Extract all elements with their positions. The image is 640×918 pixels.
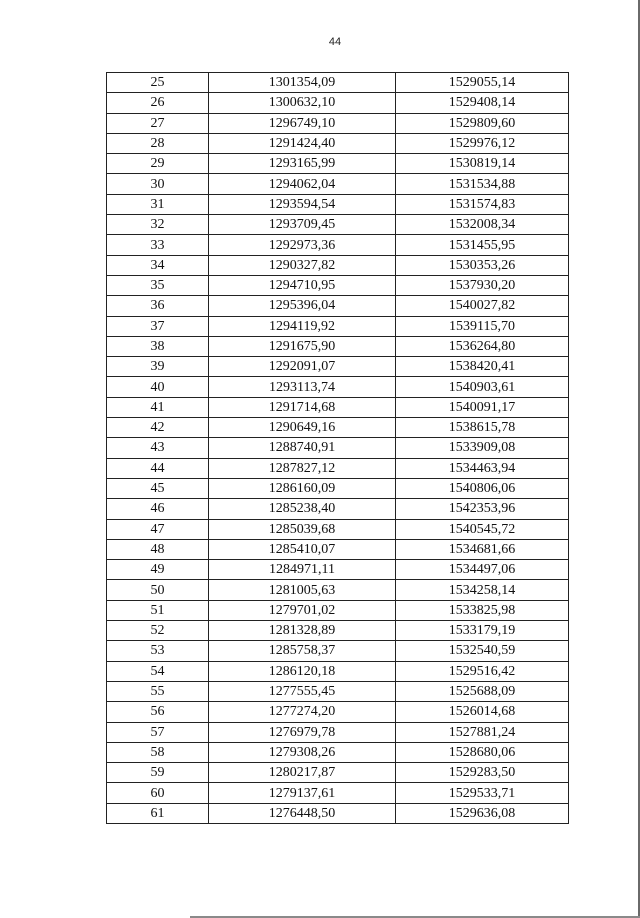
table-row: [107, 194, 569, 214]
x-coordinate-cell: 1284971,11: [209, 560, 396, 580]
x-coordinate-cell: 1276979,78: [209, 722, 396, 742]
x-coordinate-cell: 1292973,36: [209, 235, 396, 255]
point-number-cell: 40: [107, 377, 209, 397]
y-coordinate-cell: 1525688,09: [396, 681, 569, 701]
x-coordinate-cell: 1281005,63: [209, 580, 396, 600]
point-number-cell: 38: [107, 336, 209, 356]
coordinates-table: [106, 72, 569, 824]
table-row: [107, 742, 569, 762]
point-number-cell: 53: [107, 641, 209, 661]
y-coordinate-cell: 1533909,08: [396, 438, 569, 458]
point-number-cell: 25: [107, 73, 209, 93]
x-coordinate-cell: 1279308,26: [209, 742, 396, 762]
point-number-cell: 52: [107, 621, 209, 641]
x-coordinate-cell: 1287827,12: [209, 458, 396, 478]
x-coordinate-cell: 1285238,40: [209, 499, 396, 519]
y-coordinate-cell: 1529636,08: [396, 803, 569, 823]
x-coordinate-cell: 1293113,74: [209, 377, 396, 397]
x-coordinate-cell: 1291714,68: [209, 397, 396, 417]
y-coordinate-cell: 1539115,70: [396, 316, 569, 336]
y-coordinate-cell: 1532540,59: [396, 641, 569, 661]
point-number-cell: 57: [107, 722, 209, 742]
table-row: [107, 357, 569, 377]
y-coordinate-cell: 1527881,24: [396, 722, 569, 742]
point-number-cell: 43: [107, 438, 209, 458]
y-coordinate-cell: 1542353,96: [396, 499, 569, 519]
table-row: [107, 478, 569, 498]
point-number-cell: 45: [107, 478, 209, 498]
x-coordinate-cell: 1279701,02: [209, 600, 396, 620]
point-number-cell: 35: [107, 275, 209, 295]
table-row: [107, 255, 569, 275]
point-number-cell: 27: [107, 113, 209, 133]
x-coordinate-cell: 1280217,87: [209, 763, 396, 783]
point-number-cell: 47: [107, 519, 209, 539]
table-row: [107, 641, 569, 661]
table-row: [107, 438, 569, 458]
point-number-cell: 26: [107, 93, 209, 113]
point-number-cell: 32: [107, 215, 209, 235]
point-number-cell: 58: [107, 742, 209, 762]
table-row: [107, 377, 569, 397]
table-row: [107, 113, 569, 133]
point-number-cell: 39: [107, 357, 209, 377]
x-coordinate-cell: 1300632,10: [209, 93, 396, 113]
x-coordinate-cell: 1301354,09: [209, 73, 396, 93]
x-coordinate-cell: 1277555,45: [209, 681, 396, 701]
point-number-cell: 48: [107, 539, 209, 559]
point-number-cell: 30: [107, 174, 209, 194]
y-coordinate-cell: 1533825,98: [396, 600, 569, 620]
table-row: [107, 174, 569, 194]
y-coordinate-cell: 1536264,80: [396, 336, 569, 356]
x-coordinate-cell: 1290649,16: [209, 418, 396, 438]
table-row: [107, 397, 569, 417]
y-coordinate-cell: 1529055,14: [396, 73, 569, 93]
table-row: [107, 661, 569, 681]
point-number-cell: 31: [107, 194, 209, 214]
table-row: [107, 275, 569, 295]
point-number-cell: 59: [107, 763, 209, 783]
point-number-cell: 44: [107, 458, 209, 478]
y-coordinate-cell: 1534258,14: [396, 580, 569, 600]
point-number-cell: 37: [107, 316, 209, 336]
point-number-cell: 54: [107, 661, 209, 681]
page-number: 44: [328, 36, 342, 48]
x-coordinate-cell: 1294119,92: [209, 316, 396, 336]
x-coordinate-cell: 1292091,07: [209, 357, 396, 377]
x-coordinate-cell: 1286120,18: [209, 661, 396, 681]
x-coordinate-cell: 1291675,90: [209, 336, 396, 356]
y-coordinate-cell: 1531455,95: [396, 235, 569, 255]
table-row: [107, 316, 569, 336]
x-coordinate-cell: 1276448,50: [209, 803, 396, 823]
y-coordinate-cell: 1540903,61: [396, 377, 569, 397]
table-row: [107, 702, 569, 722]
coordinates-table-body: [107, 73, 569, 824]
point-number-cell: 49: [107, 560, 209, 580]
table-row: [107, 418, 569, 438]
table-row: [107, 235, 569, 255]
y-coordinate-cell: 1540806,06: [396, 478, 569, 498]
x-coordinate-cell: 1285410,07: [209, 539, 396, 559]
y-coordinate-cell: 1529809,60: [396, 113, 569, 133]
point-number-cell: 55: [107, 681, 209, 701]
table-row: [107, 621, 569, 641]
table-row: [107, 783, 569, 803]
point-number-cell: 56: [107, 702, 209, 722]
y-coordinate-cell: 1529533,71: [396, 783, 569, 803]
y-coordinate-cell: 1537930,20: [396, 275, 569, 295]
y-coordinate-cell: 1531574,83: [396, 194, 569, 214]
y-coordinate-cell: 1533179,19: [396, 621, 569, 641]
x-coordinate-cell: 1295396,04: [209, 296, 396, 316]
x-coordinate-cell: 1293709,45: [209, 215, 396, 235]
y-coordinate-cell: 1529408,14: [396, 93, 569, 113]
table-row: [107, 519, 569, 539]
x-coordinate-cell: 1294062,04: [209, 174, 396, 194]
y-coordinate-cell: 1534497,06: [396, 560, 569, 580]
y-coordinate-cell: 1529516,42: [396, 661, 569, 681]
table-row: [107, 296, 569, 316]
point-number-cell: 28: [107, 133, 209, 153]
x-coordinate-cell: 1293594,54: [209, 194, 396, 214]
point-number-cell: 51: [107, 600, 209, 620]
point-number-cell: 34: [107, 255, 209, 275]
table-row: [107, 93, 569, 113]
table-row: [107, 154, 569, 174]
y-coordinate-cell: 1532008,34: [396, 215, 569, 235]
table-row: [107, 600, 569, 620]
x-coordinate-cell: 1281328,89: [209, 621, 396, 641]
y-coordinate-cell: 1534463,94: [396, 458, 569, 478]
y-coordinate-cell: 1538420,41: [396, 357, 569, 377]
x-coordinate-cell: 1285758,37: [209, 641, 396, 661]
y-coordinate-cell: 1538615,78: [396, 418, 569, 438]
y-coordinate-cell: 1529283,50: [396, 763, 569, 783]
table-row: [107, 133, 569, 153]
point-number-cell: 42: [107, 418, 209, 438]
y-coordinate-cell: 1540545,72: [396, 519, 569, 539]
x-coordinate-cell: 1286160,09: [209, 478, 396, 498]
point-number-cell: 29: [107, 154, 209, 174]
y-coordinate-cell: 1534681,66: [396, 539, 569, 559]
table-row: [107, 560, 569, 580]
x-coordinate-cell: 1290327,82: [209, 255, 396, 275]
y-coordinate-cell: 1530353,26: [396, 255, 569, 275]
x-coordinate-cell: 1285039,68: [209, 519, 396, 539]
x-coordinate-cell: 1293165,99: [209, 154, 396, 174]
point-number-cell: 50: [107, 580, 209, 600]
y-coordinate-cell: 1526014,68: [396, 702, 569, 722]
table-row: [107, 499, 569, 519]
y-coordinate-cell: 1540027,82: [396, 296, 569, 316]
point-number-cell: 61: [107, 803, 209, 823]
table-row: [107, 681, 569, 701]
x-coordinate-cell: 1277274,20: [209, 702, 396, 722]
table-row: [107, 803, 569, 823]
y-coordinate-cell: 1529976,12: [396, 133, 569, 153]
point-number-cell: 36: [107, 296, 209, 316]
point-number-cell: 33: [107, 235, 209, 255]
y-coordinate-cell: 1531534,88: [396, 174, 569, 194]
table-row: [107, 763, 569, 783]
x-coordinate-cell: 1288740,91: [209, 438, 396, 458]
x-coordinate-cell: 1294710,95: [209, 275, 396, 295]
x-coordinate-cell: 1279137,61: [209, 783, 396, 803]
point-number-cell: 46: [107, 499, 209, 519]
table-row: [107, 722, 569, 742]
x-coordinate-cell: 1291424,40: [209, 133, 396, 153]
y-coordinate-cell: 1530819,14: [396, 154, 569, 174]
table-row: [107, 580, 569, 600]
table-row: [107, 539, 569, 559]
y-coordinate-cell: 1540091,17: [396, 397, 569, 417]
point-number-cell: 41: [107, 397, 209, 417]
point-number-cell: 60: [107, 783, 209, 803]
table-row: [107, 336, 569, 356]
table-row: [107, 73, 569, 93]
table-row: [107, 215, 569, 235]
table-row: [107, 458, 569, 478]
y-coordinate-cell: 1528680,06: [396, 742, 569, 762]
x-coordinate-cell: 1296749,10: [209, 113, 396, 133]
